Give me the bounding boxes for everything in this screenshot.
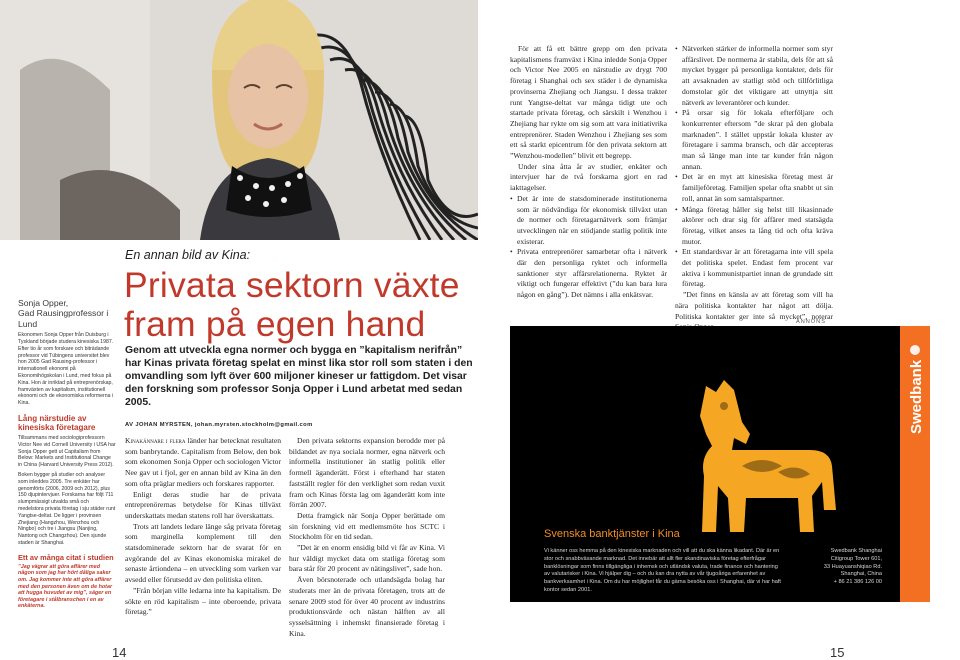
list-item: • Det är inte de statsdominerade institutionerna som är nödvändiga för ekonomisk tillväxt utan de normer och företagarnätverk som främjar utvecklingen när en stödjande statlig politik inte existerar. [510, 194, 667, 248]
list-item: • Privata entreprenörer samarbetar ofta i nätverk där den personliga ryktet och informella sanktioner styr affärsrelationerna. Ryktet är viktigt och fungerar effektivt (”du kan bara lura någon en gång”). Det nämns i alla enkätsvar. [510, 247, 667, 301]
sidebar-bio: Ekonomen Sonja Opper från Duisburg i Tyskland började studera kinesiska 1987. Efter tio år som forskare och biträdande professor vid Tübingens universitet blev hon 2005 Gad Rausing-professor i internationell ekonomi på Ekonomihögskolan i Lund, med fokus på Kina. Hon är inriktad på entreprenörskap, framväxten av kapitalism, institutionell ekonomi och de ekonomiska reformerna i Kina. [18, 332, 114, 407]
page-number-right: 15 [830, 645, 845, 660]
page-number-left: 14 [112, 645, 127, 660]
author-sidebar [18, 298, 116, 610]
ad-label: ANNONS [796, 319, 826, 325]
list-item: • Det är en myt att kinesiska företag mest är familjeföretag. Familjen spelar ofta snabbt ut sin roll, annat än som samtalspartner. [675, 172, 833, 204]
paragraph: ”Det finns en känsla av att företag som vill ha nära politiska kontakter har något att dölja. Politiska kontakter ger inte så mycket”, noterar [675, 290, 833, 321]
ad-body: Vi känner oss hemma på den kinesiska marknaden och vill att du ska känna likadant. Där är en stor och snabbväxande marknad. Det innebär att allt fler skandinaviska företag efterfrågar banklösningar som finns tillgängliga i inhemsk och utländsk valuta, trade finance och hantering av valutarisker i Kina. Vi hjälper dig – och du kan dra nytta av vår tjugoåriga erfarenhet av bankverksamhet i Kina. Om du har möjlighet får du gärna besöka oss i Shanghai, där vi har haft kontor sedan 2001. [544, 548, 781, 593]
list-item: • Ett standardsvar är att företagarna inte vill spela det politiska spelet. Endast fem procent var aktiva i kommunistpartiet innan de grundade sitt företag. [675, 247, 833, 290]
sidebar-title [18, 298, 116, 329]
contact-line: Citigroup Tower 601, [830, 555, 882, 562]
list-item: • Många företag håller sig helst till likasinnade aktörer och drar sig för affärer med statsägda företag, vilket anses ta lång tid och ofta kräva mutor. [675, 205, 833, 248]
paragraph: länder har betecknat resultaten som banbrytande. Capitalism from Below, den bok som ekonomen Sonja Opper och sociologen Victor Nee gav ut i fjol, ger en annan bild av Kina än den som ofta präglar mediers och forskares rapporter. [125, 436, 281, 488]
swedbank-logo-icon [903, 334, 927, 444]
ad-headline: Svenska banktjänster i Kina [544, 528, 680, 540]
contact-line: Swedbank Shanghai [830, 548, 882, 554]
paragraph: Detta framgick när Sonja Opper berättade om sin forskning vid ett medlemsmöte hos SCTC i Stockholm för en tid sedan. [289, 510, 445, 542]
article-column-4 [675, 44, 833, 333]
list-item: • På orsar sig för lokala efterföljare och konkurrenter eftersom ”de skrar på den globala marknaden”. I stället uppstår lokala kluster av företagare i samma bransch, och där accepteras man så länge man inte tar kunder från någon annan. [675, 108, 833, 172]
drop-lead: Kinakännare i flera [125, 436, 186, 445]
article-column-1 [125, 436, 281, 618]
paragraph: ”Från början ville ledarna inte ha kapitalism. De sökte en röd kapitalism – inte oberoende, privata företag.” [125, 585, 281, 617]
svg-text:Swedbank: Swedbank [908, 359, 925, 434]
paragraph: För att få ett bättre grepp om den privata kapitalismens framväxt i Kina inledde Sonja Opper och Victor Nee 2005 en närstudie av drygt 700 företag i Shanghai och sex städer i de dynamiska provinserna Zhejiang och Jiangsu. I dessa trakter runt Yangtse-deltat var många tidigt ute och startade privata företag, och särskilt i Wenzhou i Zhejiang har rykte om sig som att vara initiativrika entreprenörer. Staden Wenzhou i Zhejiang ses som ett så starkt epicentrum för den privata sektorn att ”Wenzhou-modellen” blivit ett begrepp. [510, 44, 667, 161]
paragraph: Enligt deras studie har de privata entreprenörernas betydelse för Kinas tillväxt underskattats medan statens roll har överskattats. [125, 489, 281, 520]
paragraph: ”Det är en enorm ensidig bild vi får av Kina. Vi hur väldigt mycket data om statliga företag som bara står för 20 procent av nätingslivet”, sade hon. [289, 543, 445, 574]
article-lead: Genom att utveckla egna normer och bygga en ”kapitalism nerifrån” har Kinas privata företag spelat en minst lika stor roll som staten i den omvandling som lyft över 600 miljoner kineser ur fattigdom. Det visar den forskning som professor Sonja Opper i Lund arbetat med sedan 2005. [125, 345, 473, 408]
paragraph: Även börsnoterade och utlandsägda bolag har studerats mer än de privata företagen, trots att de senare 2009 stod för över 40 procent av industrins produktionsvärde och nästan hälften av all sysselsättning i inhemskt finansierade företag i Kina. [289, 575, 445, 638]
article-kicker: En annan bild av Kina: [125, 248, 251, 262]
findings-list [675, 44, 833, 290]
sidebar-quote-heading: Ett av många citat i studien [18, 552, 114, 562]
sidebar-heading: Lång närstudie av kinesiska företagare [18, 413, 96, 432]
article-column-2 [289, 436, 445, 639]
article-column-3 [510, 44, 667, 301]
findings-list [510, 194, 667, 301]
portrait-photo [0, 0, 478, 240]
contact-line: + 86 21 386 126 00 [833, 579, 882, 586]
list-item: • Nätverken stärker de informella normer som styr affärslivet. De normerna är stabila, dels för att så mycket bygger på personliga kontakter, dels för att avsaknaden av statligt stöd och tillförlitliga domstolar gör det viktigare att utnyttja sitt nätverk av leverantörer och kunder. [675, 44, 833, 108]
paragraph: Trots att landets ledare länge såg privata företag som marginella komplement till den statsdominerade sektorn har de svarat för en avgörande del av Kinas ekonomiska mirakel de senaste årtiondena – en utveckling som varken var avsedd eller förutsedd av den politiska eliten. [125, 521, 281, 585]
article-byline: AV JOHAN MYRSTEN, johan.myrsten.stockholm@gmail.com [125, 422, 313, 428]
paragraph: Den privata sektorns expansion berodde mer på bildandet av nya sociala normer, egna nätverk och informella institutioner än statlig politik eller formell äganderätt. Först i efterhand har staten fastställt regler för den verklighet som redan vuxit fram och Kinas första lag om äganderätt kom inte förrän 2007. [289, 436, 445, 510]
sidebar-title-line1: Sonja Opper, [18, 298, 69, 308]
article-title: Privata sektorn växte fram på egen hand [124, 265, 460, 344]
sidebar-text: Tillsammans med sociologiprofessorn Victor Nee vid Cornell University i USA har Sonja Opper gett ut Capitalism from Below: Markets and Institutional Change in China (Harvard University Press 2012). [18, 434, 116, 469]
ad-contact [800, 548, 882, 587]
sidebar-title-line2: Gad Rausingprofessor i Lund [18, 308, 109, 329]
sidebar-text-2: Boken bygger på studier och analyser som inleddes 2005. Tre enkäter har genomförts (2006, 2009 och 2012), plus 150 djupintervjuer. Forskarna har följt 711 slumpmässigt utvalda små och medelstora privata företag i sju städer runt Yangtse-deltat. De ligger i provinsen Zhejiang (Hangzhou, Wenzhou och Ningbo) och tre i Jiangsu (Nanjing, Nantong och Changzhou). Den sjunde staden är Shanghai. [18, 471, 116, 546]
contact-line: 33 Huayuanshiqiao Rd. [823, 563, 882, 570]
contact-line: Shanghai, China [840, 571, 882, 578]
sidebar-quote: ”Jag vägrar att göra affärer med någon som jag har hört dåliga saker om. Jag kommer inte att göra affärer med den personen även om de hotar att hugga huvudet av mig”, säger en företagare i stålbranschen i en av enkäterna. [18, 563, 113, 610]
paragraph: Under sina åtta år av studier, enkäter och intervjuer har de två forskarna gjort en rad iakttagelser. [510, 161, 667, 193]
